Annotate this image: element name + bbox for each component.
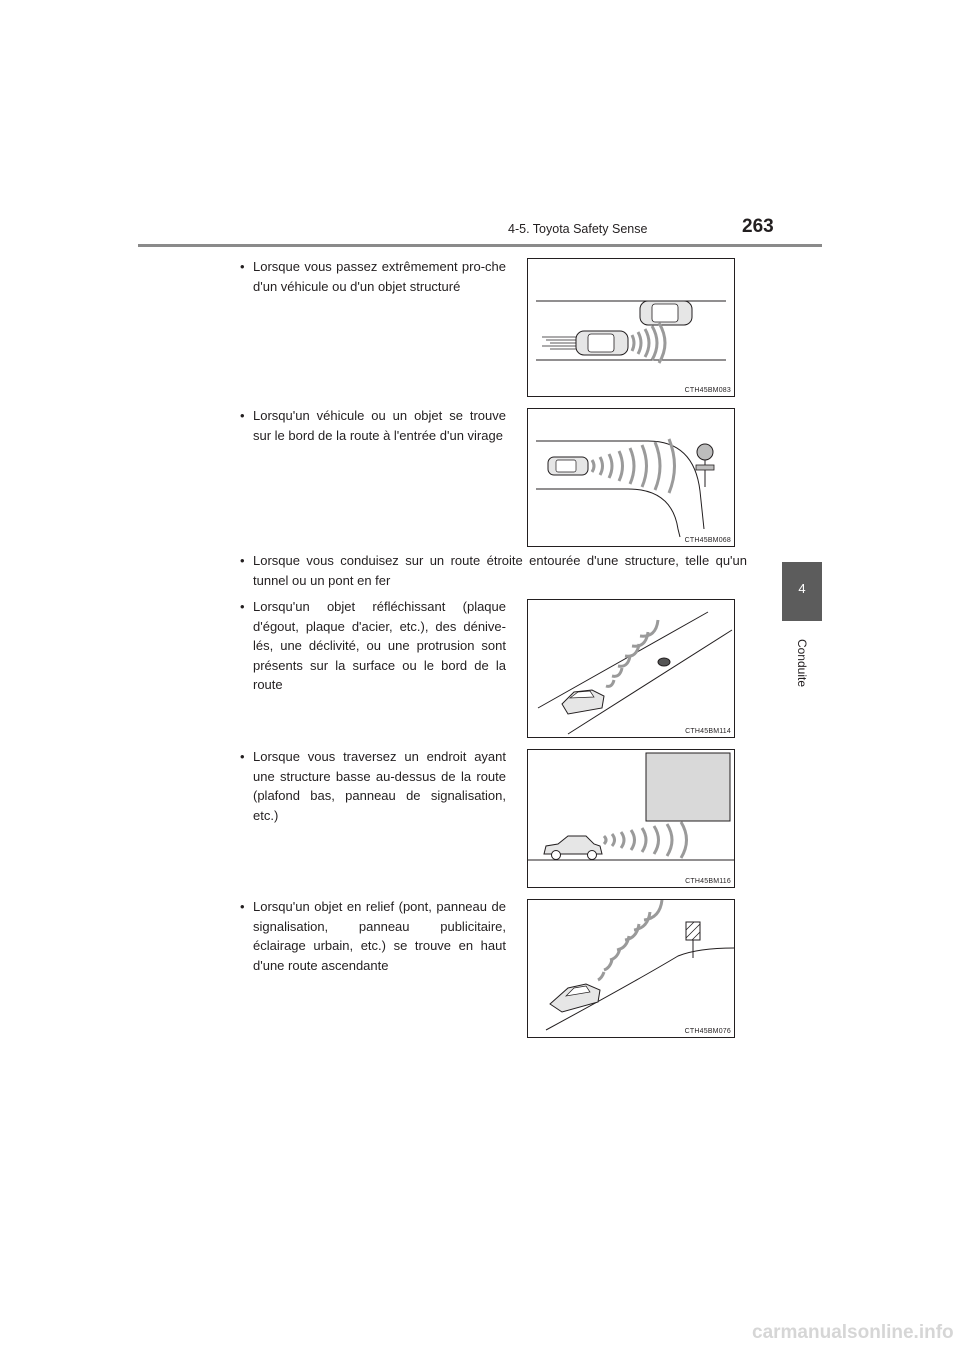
- item-text: Lorsque vous passez extrêmement pro-che d'un véhicule ou d'un objet structuré: [253, 259, 506, 294]
- list-item: [240, 406, 506, 445]
- item-text: Lorsqu'un objet en relief (pont, panneau de signalisation, panneau publicitaire, éclairage urbain, etc.) se trouve en haut d'une route ascendante: [253, 899, 506, 973]
- bullet: •: [240, 899, 245, 914]
- figure-ascending-road: [527, 899, 735, 1038]
- list-item: [240, 897, 506, 975]
- chapter-label: Conduite: [795, 638, 809, 688]
- bullet: •: [240, 599, 245, 614]
- item-text: Lorsque vous traversez un endroit ayant une structure basse au-dessus de la route (plafond bas, panneau de signalisation, etc.): [253, 749, 506, 823]
- page-number: 263: [742, 216, 774, 237]
- figure-low-structure: [527, 749, 735, 888]
- list-item: [240, 747, 506, 825]
- item-text: Lorsqu'un véhicule ou un objet se trouve sur le bord de la route à l'entrée d'un virage: [253, 408, 506, 443]
- item-text: Lorsque vous conduisez sur un route étroite entourée d'une structure, telle qu'un tunnel ou un pont en fer: [253, 553, 747, 588]
- watermark: carmanualsonline.info: [752, 1322, 954, 1343]
- header-rule: [138, 244, 822, 247]
- figure-code: CTH45BM076: [684, 1028, 731, 1035]
- header-section-title: 4-5. Toyota Safety Sense: [508, 222, 648, 236]
- bullet: •: [240, 259, 245, 274]
- figure-code: CTH45BM116: [685, 878, 731, 885]
- bullet: •: [240, 408, 245, 423]
- list-item: [240, 597, 506, 695]
- bullet: •: [240, 749, 245, 764]
- figure-code: CTH45BM068: [684, 537, 731, 544]
- chapter-number: 4: [798, 581, 806, 596]
- list-item: [240, 551, 747, 590]
- item-text: Lorsqu'un objet réfléchissant (plaque d'égout, plaque d'acier, etc.), des dénive-lés, une déclivité, ou une protrusion sont présents sur la surface ou le bord de la route: [253, 599, 506, 692]
- figure-curve-object: [527, 408, 735, 547]
- chapter-tab: [782, 562, 822, 621]
- figure-code: CTH45BM114: [685, 728, 731, 735]
- figure-code: CTH45BM083: [684, 387, 731, 394]
- figure-passing-vehicle: [527, 258, 735, 397]
- list-item: [240, 257, 506, 296]
- bullet: •: [240, 553, 245, 568]
- figure-reflective-object: [527, 599, 735, 738]
